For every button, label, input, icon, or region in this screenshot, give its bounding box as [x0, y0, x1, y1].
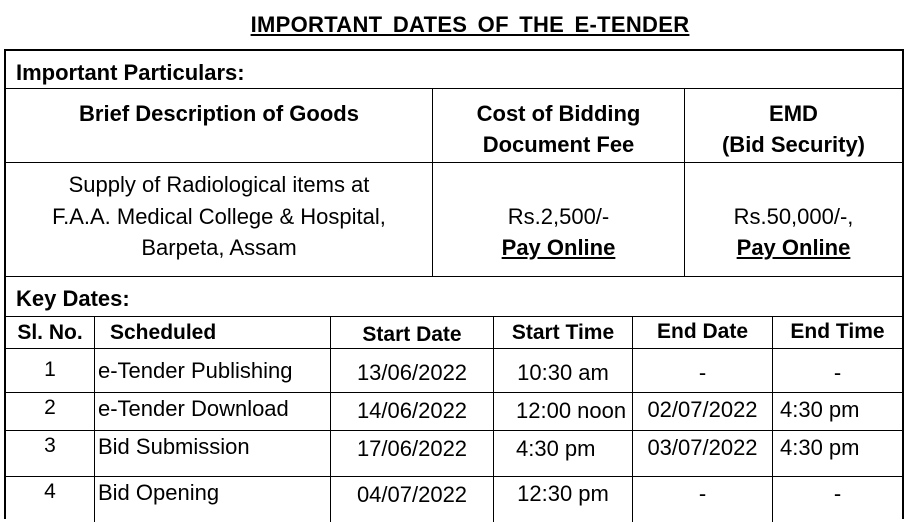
- header-end-date: End Date: [656, 320, 748, 343]
- row-start-date: 04/07/2022: [356, 482, 468, 507]
- header-bidding-fee-line2: Document Fee: [482, 132, 635, 157]
- goods-description-line2: F.A.A. Medical College & Hospital,: [52, 204, 386, 229]
- header-start-date: Start Date: [362, 323, 462, 346]
- header-end-time: End Time: [790, 320, 885, 343]
- row-start-time: 12:00 noon: [516, 398, 627, 423]
- header-start-time: Start Time: [511, 321, 615, 344]
- row-end-date: 02/07/2022: [647, 397, 758, 422]
- row-start-time: 10:30 am: [517, 360, 609, 385]
- particulars-section-label: Important Particulars:: [16, 60, 245, 85]
- row-sl-no: 2: [44, 396, 56, 419]
- header-emd-line1: EMD: [769, 101, 818, 126]
- row-start-time: 4:30 pm: [516, 436, 596, 461]
- row-end-date: 03/07/2022: [647, 435, 758, 460]
- header-emd-line2: (Bid Security): [721, 132, 866, 157]
- row-start-date: 17/06/2022: [356, 436, 468, 461]
- header-bidding-fee-line1: Cost of Bidding: [476, 101, 641, 126]
- header-sl-no: Sl. No.: [17, 321, 83, 344]
- row-scheduled: e-Tender Download: [98, 396, 289, 421]
- row-end-date: -: [698, 360, 707, 385]
- row-end-time: 4:30 pm: [780, 397, 860, 422]
- goods-description-line1: Supply of Radiological items at: [68, 172, 370, 197]
- header-goods-description: Brief Description of Goods: [79, 101, 359, 126]
- row-start-date: 14/06/2022: [356, 398, 468, 423]
- row-end-date: -: [698, 481, 707, 506]
- row-sl-no: 4: [44, 480, 56, 503]
- row-end-time: -: [833, 360, 842, 385]
- row-scheduled: e-Tender Publishing: [98, 358, 293, 383]
- bidding-fee-amount: Rs.2,500/-: [507, 204, 610, 229]
- row-sl-no: 3: [44, 434, 56, 457]
- row-end-time: -: [833, 481, 842, 506]
- key-dates-section-label: Key Dates:: [16, 286, 130, 311]
- row-scheduled: Bid Opening: [98, 480, 220, 505]
- document-title: IMPORTANT DATES OF THE E-TENDER: [250, 12, 690, 37]
- row-sl-no: 1: [44, 358, 56, 381]
- emd-pay-online-link[interactable]: Pay Online: [736, 235, 851, 260]
- row-start-time: 12:30 pm: [517, 481, 609, 506]
- header-scheduled: Scheduled: [110, 321, 217, 344]
- emd-amount: Rs.50,000/-,: [733, 204, 854, 229]
- row-scheduled: Bid Submission: [98, 434, 250, 459]
- bidding-fee-pay-online-link[interactable]: Pay Online: [501, 235, 616, 260]
- row-start-date: 13/06/2022: [356, 360, 468, 385]
- goods-description-line3: Barpeta, Assam: [141, 235, 297, 260]
- row-end-time: 4:30 pm: [780, 435, 860, 460]
